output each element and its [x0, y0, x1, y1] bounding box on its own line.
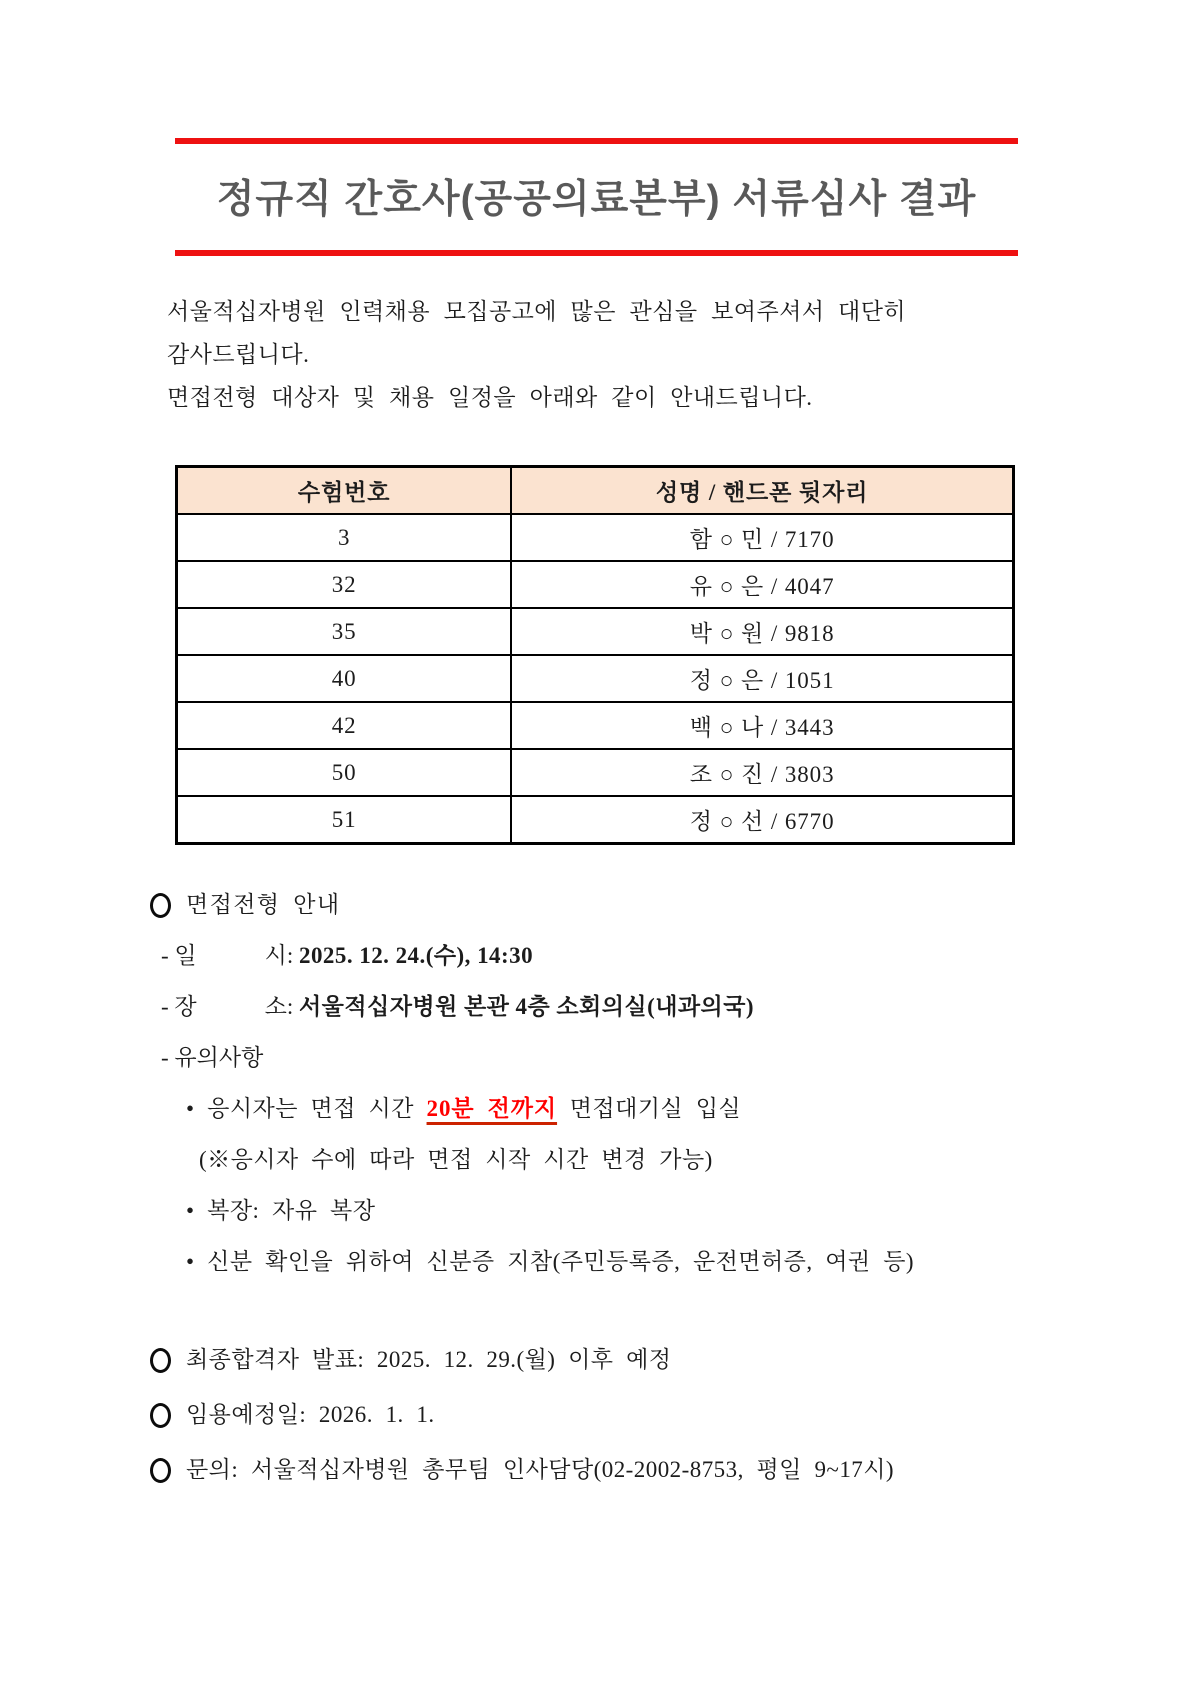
place-label-part2: 소:: [264, 994, 299, 1019]
name-phone-cell: 조 ○ 진 / 3803: [511, 749, 1013, 796]
place-value: 서울적십자병원 본관 4층 소회의실(내과의국): [299, 994, 755, 1019]
header-name-phone: 성명 / 핸드폰 뒷자리: [511, 467, 1013, 515]
exam-number-cell: 32: [177, 561, 512, 608]
exam-number-cell: 42: [177, 702, 512, 749]
header-exam-number: 수험번호: [177, 467, 512, 515]
exam-number-cell: 40: [177, 655, 512, 702]
exam-number-cell: 50: [177, 749, 512, 796]
name-phone-cell: 정 ○ 은 / 1051: [511, 655, 1013, 702]
name-phone-cell: 함 ○ 민 / 7170: [511, 514, 1013, 561]
circle-bullet-icon: [150, 1348, 171, 1373]
exam-number-cell: 51: [177, 796, 512, 844]
circle-bullet-icon: [150, 893, 171, 918]
exam-number-cell: 3: [177, 514, 512, 561]
note-dress-code: • 복장: 자유 복장: [186, 1198, 376, 1223]
info-sections: [150, 891, 1190, 1484]
intro-line-2: 감사드립니다.: [167, 342, 310, 367]
contact-text: 문의: 서울적십자병원 총무팀 인사담당(02-2002-8753, 평일 9~17시): [186, 1457, 895, 1482]
final-result-line: [150, 1346, 1190, 1374]
datetime-label-part2: 시:: [264, 943, 299, 968]
exam-number-cell: 35: [177, 608, 512, 655]
intro-line-1: 서울적십자병원 인력채용 모집공고에 많은 관심을 보여주셔서 대단히: [167, 299, 907, 324]
final-result-text: 최종합격자 발표: 2025. 12. 29.(월) 이후 예정: [186, 1347, 672, 1372]
appointment-date-line: [150, 1401, 1190, 1429]
name-phone-cell: 박 ○ 원 / 9818: [511, 608, 1013, 655]
bottom-red-rule: [175, 250, 1018, 256]
table-row: [177, 796, 1014, 844]
appointment-date-text: 임용예정일: 2026. 1. 1.: [186, 1402, 435, 1427]
circle-bullet-icon: [150, 1403, 171, 1428]
place-label-part1: - 장: [161, 994, 197, 1019]
table-row: [177, 749, 1014, 796]
screening-results-table: [175, 465, 1015, 845]
table-row: [177, 514, 1014, 561]
note1-suffix: 면접대기실 입실: [557, 1096, 742, 1121]
interview-place-line: [161, 993, 1190, 1021]
interview-notes-label: - 유의사항: [161, 1045, 264, 1070]
table-row: [177, 608, 1014, 655]
interview-heading-label: 면접전형 안내: [186, 892, 341, 917]
table-row: [177, 561, 1014, 608]
interview-section-heading: [150, 891, 1190, 919]
contact-line: [150, 1456, 1190, 1484]
note-id-required: • 신분 확인을 위하여 신분증 지참(주민등록증, 운전면허증, 여권 등): [186, 1249, 914, 1274]
note-arrival-time: [186, 1095, 1190, 1123]
intro-paragraphs: [167, 290, 1030, 419]
table-row: [177, 702, 1014, 749]
name-phone-cell: 백 ○ 나 / 3443: [511, 702, 1013, 749]
page-title: 정규직 간호사(공공의료본부) 서류심사 결과: [216, 178, 977, 221]
datetime-label-part1: - 일: [161, 943, 197, 968]
table-row: [177, 655, 1014, 702]
name-phone-cell: 정 ○ 선 / 6770: [511, 796, 1013, 844]
circle-bullet-icon: [150, 1458, 171, 1483]
title-banner: [175, 138, 1018, 256]
datetime-value: 2025. 12. 24.(수), 14:30: [299, 943, 534, 968]
note-time-change-caveat: (※응시자 수에 따라 면접 시작 시간 변경 가능): [199, 1147, 713, 1172]
intro-line-3: 면접전형 대상자 및 채용 일정을 아래와 같이 안내드립니다.: [167, 385, 813, 410]
table-header-row: [177, 467, 1014, 515]
note1-prefix: • 응시자는 면접 시간: [186, 1096, 427, 1121]
interview-datetime-line: [161, 942, 1190, 970]
note1-deadline-highlight: 20분 전까지: [426, 1096, 558, 1121]
name-phone-cell: 유 ○ 은 / 4047: [511, 561, 1013, 608]
